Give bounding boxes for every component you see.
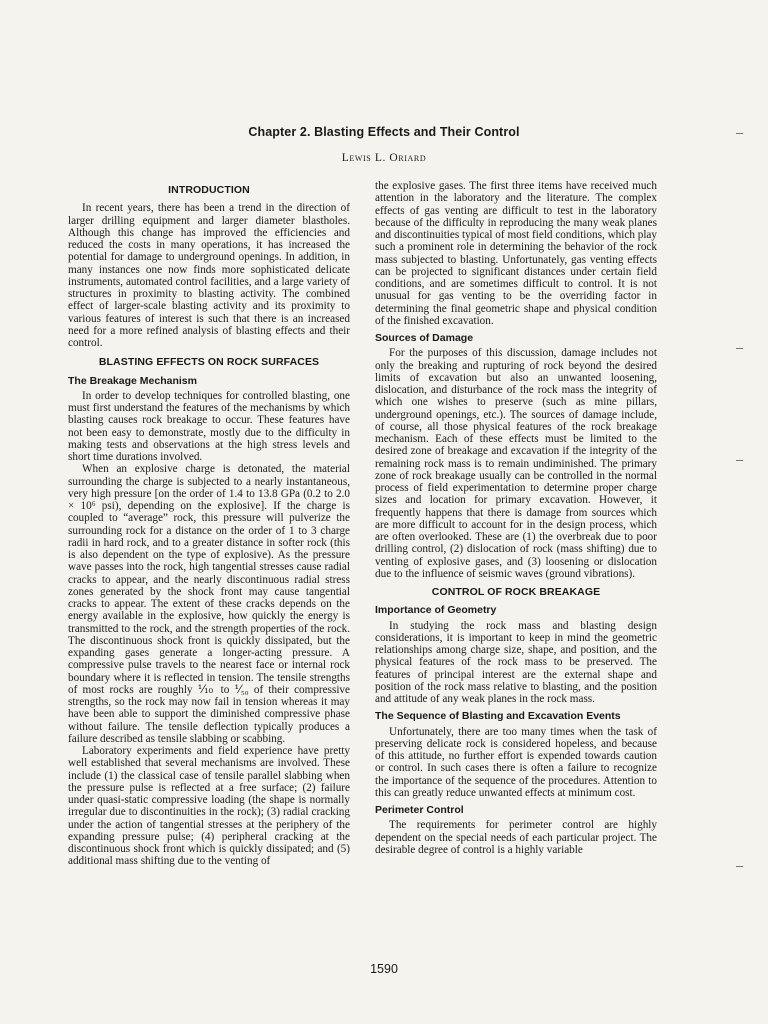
page-number: 1590 [370,962,398,976]
breakage-mechanism-heading: The Breakage Mechanism [68,374,197,387]
chapter-title: Chapter 2. Blasting Effects and Their Control [248,125,520,139]
introduction-heading: INTRODUCTION [168,184,250,196]
control-heading: CONTROL OF ROCK BREAKAGE [431,586,601,598]
margin-mark [736,348,743,349]
margin-mark [736,866,743,867]
sequence-heading: The Sequence of Blasting and Excavation Events [375,710,621,723]
sequence-paragraph: Unfortunately, there are too many times when the task of preserving delicate rock is considered hopeless, and because of this attitude, no further effort is expended towards caution or control. In such cases there is often a failure to recognize the importance of the sequence of the procedures. Attention to this can greatly reduce unwanted effects at minimum cost. [375,725,657,799]
breakage-paragraph-3: Laboratory experiments and field experience have pretty well established that several mechanisms are involved. These include (1) the classical case of tensile parallel slabbing when the pressure pulse is reflected at a free surface; (2) failure under quasi-static compressive loading (the shape is normally irregular due to discontinuities in the rock); (3) radial cracking under the action of tangential stresses at the periphery of the expanding pressure pulse; (4) peripheral cracking at the discontinuous shock front which is quickly dissipated; and (5) additional mass shifting due to the venting of [68,745,350,868]
continued-paragraph: the explosive gases. The first three items have received much attention in the laboratory and the literature. The complex effects of gas venting are difficult to test in the laboratory because of the difficulty in reproducing the many weak planes and discontinuities typical of most field conditions, which play such a prominent role in determining the behavior of the rock mass subjected to blasting. Unfortunately, gas venting effects can be projected to significant distances under certain field conditions, and are sometimes difficult to control. It is not unusual for gas venting to be the overriding factor in determining the final geometric shape and physical condition of the finished excavation. [375,180,657,327]
breakage-paragraph-1: In order to develop techniques for controlled blasting, one must first understand the features of the mechanisms by which blasting causes rock breakage to occur. These features have not been easy to demonstrate, mostly due to the difficulty in making tests and observations at the high stress levels and short time durations involved. [68,389,350,463]
margin-mark [736,133,743,134]
margin-mark [736,460,743,461]
blasting-effects-heading: BLASTING EFFECTS ON ROCK SURFACES [98,356,320,369]
author-name: Lewis L. Oriard [341,152,427,164]
geometry-paragraph: In studying the rock mass and blasting design considerations, it is important to keep in mind the geometric relationships among charge size, shape, and position, and the physical features of the rock mass to be preserved. The features of principal interest are the external shape and position of the rock mass relative to blasting, and the position and attitude of any weak planes in the rock mass. [375,619,657,705]
breakage-paragraph-2: When an explosive charge is detonated, the material surrounding the charge is subjected to a nearly instantaneous, very high pressure [on the order of 1.4 to 13.8 GPa (0.2 to 2.0 × 10⁶ psi), depending on the explosive]. If the charge is coupled to “average” rock, this pressure will pulverize the surrounding rock for a distance on the order of 1 to 3 charge radii in hard rock, and to a greater distance in softer rock (this is also dependent on the type of explosive). As the pressure wave passes into the rock, high tangential stresses cause radial cracks to appear, and the nearly discontinuous radial stress zones generated by the shock front may cause tangential cracks to appear. The extent of these cracks depends on the energy available in the explosive, how quickly the energy is transmitted to the rock, and the strength properties of the rock. The discontinuous shock front is quickly dissipated, but the expanding gases generate a longer-acting pressure. A compressive pulse travels to the nearest face or internal rock boundary where it is reflected in tension. The tensile strengths of most rocks are roughly ⅒ to ⅟₅₀ of their compressive strengths, so the rock may now fail in tension whereas it may have been able to support the diminished compressive phase without failure. The tensile deflection typically produces a failure described as tensile slabbing or scabbing. [68,463,350,745]
geometry-heading: Importance of Geometry [375,604,497,617]
introduction-paragraph: In recent years, there has been a trend in the direction of larger drilling equipment and larger diameter blastholes. Although this change has improved the efficiencies and reduced the costs in many operations, it has increased the potential for damage to underground openings. In addition, in many instances one now finds more sophisticated delicate instruments, automated control facilities, and a large variety of structures in proximity to blasting activity. The combined effect of larger-scale blasting activity and its proximity to various features of interest is such that there is an increased need for a more refined analysis of blasting effects and their control. [68,202,350,349]
right-column [375,180,657,856]
perimeter-control-heading: Perimeter Control [375,804,464,816]
left-column [68,180,350,868]
perimeter-paragraph: The requirements for perimeter control are highly dependent on the special needs of each particular project. The desirable degree of control is a highly variable [375,819,657,856]
sources-of-damage-heading: Sources of Damage [375,332,474,344]
sources-paragraph: For the purposes of this discussion, damage includes not only the breaking and rupturing of rock beyond the desired limits of excavation but also an unwanted loosening, dislocation, and disturbance of the rock mass the integrity of which one wishes to preserve (such as mine pillars, underground openings, etc.). The sources of damage include, of course, all those physical features of the rock breakage mechanism. Each of these effects must be limited to the desired zone of breakage and excavation if the integrity of the remaining rock mass is to remain undiminished. The primary zone of rock breakage usually can be controlled in the normal process of field experimentation to determine proper charge sizes and location for primary excavation. However, it frequently happens that there is damage from sources which are more difficult to account for in the design process, which are often overlooked. These are (1) the overbreak due to poor drilling control, (2) dislocation of rock (mass shifting) due to venting of explosive gases, and (3) loosening or dislocation due to the influence of seismic waves (ground vibrations). [375,347,657,580]
